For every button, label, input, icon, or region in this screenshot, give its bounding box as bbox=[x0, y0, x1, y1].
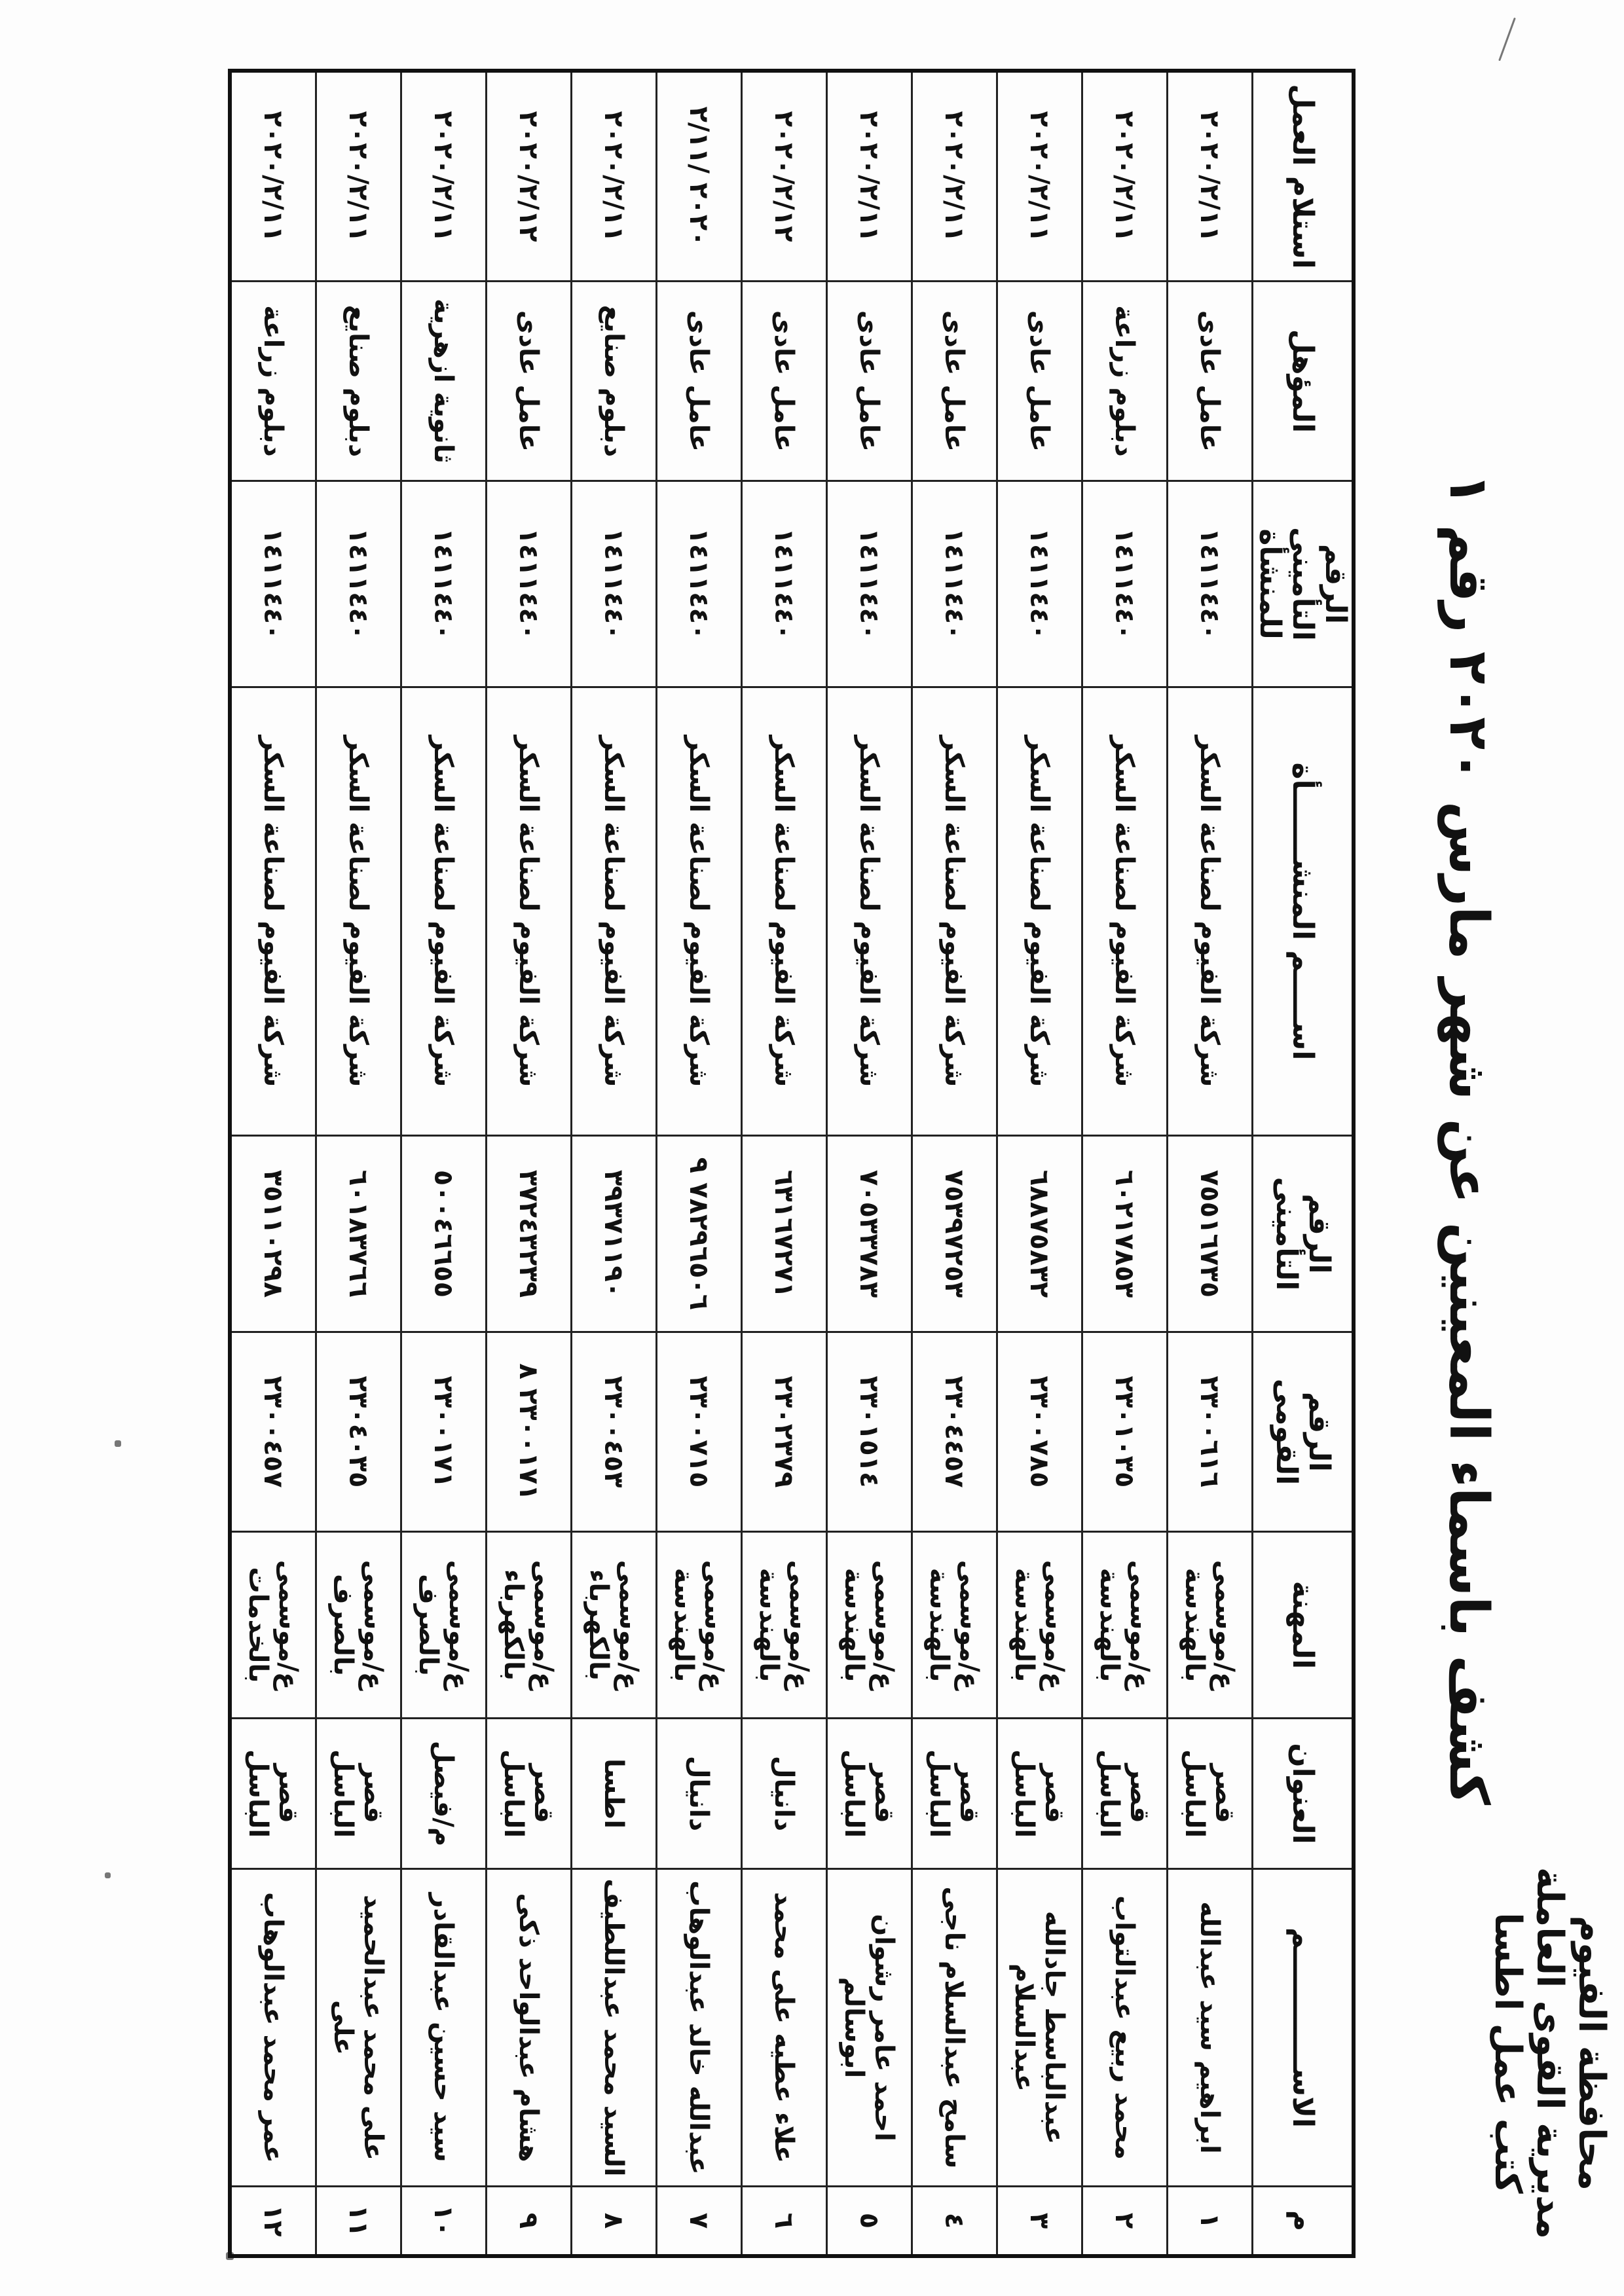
cell-col-name: سيد حسين عبدالقادر bbox=[401, 1869, 487, 2187]
cell-col-address: اطسا bbox=[572, 1719, 657, 1869]
cell-col-national-id: ٢٣٠٠٧٨٥ bbox=[997, 1332, 1082, 1532]
cell-col-job: ع/موسمى بالهندسة bbox=[827, 1532, 912, 1719]
header-col-establishment: اســـــم المنشـــــــأة bbox=[1253, 687, 1354, 1136]
cell-col-insurance-no: ٦٨٨٧٥٨٣٢ bbox=[997, 1136, 1082, 1332]
header-col-insurance-no: الرقم التأمينى bbox=[1253, 1136, 1354, 1332]
cell-col-job: ع/موسمى بالهندسة bbox=[912, 1532, 997, 1719]
cell-col-establishment-insurance: ١٤١١٤٤٠ bbox=[997, 481, 1082, 687]
cell-col-start-date: ٢٠٢٠/٢/١١ bbox=[572, 71, 657, 282]
cell-col-insurance-no: ٦٠١٨٣٧٦٦ bbox=[316, 1136, 401, 1332]
table-row bbox=[1082, 71, 1168, 2256]
cell-col-start-date: ٢٠٢٠/٢/١١ bbox=[401, 71, 487, 282]
cell-col-start-date: ٢٠٢٠/٢/١١ bbox=[1082, 71, 1168, 282]
cell-col-national-id: ٢٣٠٠١٧١ bbox=[401, 1332, 487, 1532]
cell-col-national-id: ٢٣٠٠٤٥٣ bbox=[572, 1332, 657, 1532]
cell-col-establishment: شركة الفيوم لصناعة السكر bbox=[997, 687, 1082, 1136]
cell-col-name: هشام عبدالواحد ذكى bbox=[487, 1869, 572, 2187]
cell-col-qualification: دبلوم صنايع bbox=[316, 282, 401, 481]
cell-col-job: ع/موسمى بالهندسة bbox=[997, 1532, 1082, 1719]
cell-col-job: ع/موسمى بالصرف bbox=[401, 1532, 487, 1719]
cell-col-insurance-no: ٣٥١١٠٢٩٨ bbox=[230, 1136, 316, 1332]
cell-col-job: ع/موسمى بالكهرباء bbox=[572, 1532, 657, 1719]
cell-col-insurance-no: ٧٨٢٩٦٥٠٦ ٩ bbox=[657, 1136, 742, 1332]
cell-col-start-date: ٢٠٢٠/٢/١١ bbox=[997, 71, 1082, 282]
cell-col-establishment-insurance: ١٤١١٤٤٠ bbox=[401, 481, 487, 687]
directorate-label: مديرية القوى العاملة bbox=[1528, 1867, 1571, 2239]
cell-col-start-date: ٢٠٢٠/٢/١١ bbox=[912, 71, 997, 282]
cell-col-name: على محمد عبدالحميد على bbox=[316, 1869, 401, 2187]
cell-col-index: ٩ bbox=[487, 2187, 572, 2257]
cell-col-index: ١٢ bbox=[230, 2187, 316, 2257]
cell-col-establishment-insurance: ١٤١١٤٤٠ bbox=[487, 481, 572, 687]
cell-col-qualification: عامل عادى bbox=[912, 282, 997, 481]
cell-col-address: قصر الباسل bbox=[997, 1719, 1082, 1869]
cell-col-establishment-insurance: ١٤١١٤٤٠ bbox=[912, 481, 997, 687]
cell-col-index: ١ bbox=[1168, 2187, 1253, 2257]
cell-col-start-date: ٢٠٢٠ /٢/١١ bbox=[657, 71, 742, 282]
cell-col-name: السيد محمد عبداللطيف bbox=[572, 1869, 657, 2187]
cell-col-name: محمد ربيع عبدالتواب bbox=[1082, 1869, 1168, 2187]
cell-col-start-date: ٢٠٢٠/٢/١١ bbox=[230, 71, 316, 282]
cell-col-index: ١٠ bbox=[401, 2187, 487, 2257]
cell-col-job: ع/موسمى بالصرف bbox=[316, 1532, 401, 1719]
cell-col-national-id: ٢٣٠٠١٧١ ٨ bbox=[487, 1332, 572, 1532]
header-col-start-date: استلام العمل bbox=[1253, 71, 1354, 282]
header-col-job: المهنة bbox=[1253, 1532, 1354, 1719]
cell-col-establishment: شركة الفيوم لصناعة السكر bbox=[742, 687, 827, 1136]
cell-col-address: دانيال bbox=[657, 1719, 742, 1869]
cell-col-qualification: دبلوم زراعة bbox=[230, 282, 316, 481]
cell-col-establishment-insurance: ١٤١١٤٤٠ bbox=[316, 481, 401, 687]
cell-col-insurance-no: ٦٠٢١٧٨٥٣ bbox=[1082, 1136, 1168, 1332]
header-col-address: العنوان bbox=[1253, 1719, 1354, 1869]
cell-col-name: احمد عامر رشوان ابوسالم bbox=[827, 1869, 912, 2187]
cell-col-insurance-no: ٣٧٢٤٣٢٣٩ bbox=[487, 1136, 572, 1332]
cell-col-start-date: ٢٠٢٠/٢/١٢ bbox=[742, 71, 827, 282]
cell-col-job: ع/موسمى بالهندسة bbox=[742, 1532, 827, 1719]
table-row bbox=[912, 71, 997, 2256]
cell-col-insurance-no: ٣٩٣٧١١٩٠ bbox=[572, 1136, 657, 1332]
cell-col-establishment: شركة الفيوم لصناعة السكر bbox=[912, 687, 997, 1136]
cell-col-address: م/فيصل bbox=[401, 1719, 487, 1869]
cell-col-index: ٥ bbox=[827, 2187, 912, 2257]
cell-col-establishment-insurance: ١٤١١٤٤٠ bbox=[742, 481, 827, 687]
table-row bbox=[742, 71, 827, 2256]
cell-col-national-id: ٢٣٠٤٠٣٥ bbox=[316, 1332, 401, 1532]
cell-col-index: ٤ bbox=[912, 2187, 997, 2257]
cell-col-name: عبدالباسط جادالله عبدالسلام bbox=[997, 1869, 1082, 2187]
cell-col-qualification: عامل عادى bbox=[827, 282, 912, 481]
table-row bbox=[827, 71, 912, 2256]
cell-col-national-id: ٢٣٠٢٣٧٩ bbox=[742, 1332, 827, 1532]
cell-col-index: ٣ bbox=[997, 2187, 1082, 2257]
cell-col-insurance-no: ٦٣١٦٧٢٧١ bbox=[742, 1136, 827, 1332]
table-row bbox=[572, 71, 657, 2256]
table-row bbox=[1168, 71, 1253, 2256]
cell-col-address: قصر الباسل bbox=[912, 1719, 997, 1869]
employees-table bbox=[228, 69, 1356, 2258]
cell-col-address: قصر الباسل bbox=[487, 1719, 572, 1869]
cell-col-qualification: عامل عادى bbox=[742, 282, 827, 481]
cell-col-job: ع/موسمى بالخدمات bbox=[230, 1532, 316, 1719]
cell-col-qualification: دبلوم صنايع bbox=[572, 282, 657, 481]
cell-col-establishment: شركة الفيوم لصناعة السكر bbox=[1168, 687, 1253, 1136]
table-body bbox=[230, 71, 1253, 2256]
cell-col-insurance-no: ٧٥٣٩٧٢٥٣ bbox=[912, 1136, 997, 1332]
cell-col-qualification: دبلوم زراعة bbox=[1082, 282, 1168, 481]
cell-col-establishment-insurance: ١٤١١٤٤٠ bbox=[230, 481, 316, 687]
table-row bbox=[230, 71, 316, 2256]
cell-col-name: ابراهيم سيد عبدالله bbox=[1168, 1869, 1253, 2187]
cell-col-index: ١١ bbox=[316, 2187, 401, 2257]
cell-col-establishment: شركة الفيوم لصناعة السكر bbox=[1082, 687, 1168, 1136]
cell-col-index: ٨ bbox=[572, 2187, 657, 2257]
letterhead bbox=[1486, 1867, 1612, 2239]
document-title: كشف باسماء المعينين عن شهر مارس ٢٠٢٠ رقم ١ bbox=[1437, 473, 1500, 1806]
cell-col-insurance-no: ٧٠٥٣٣٧٨٣ bbox=[827, 1136, 912, 1332]
cell-col-establishment: شركة الفيوم لصناعة السكر bbox=[487, 687, 572, 1136]
cell-col-establishment-insurance: ١٤١١٤٤٠ bbox=[1168, 481, 1253, 687]
cell-col-job: ع/موسمى بالهندسة bbox=[657, 1532, 742, 1719]
cell-col-address: قصر الباسل bbox=[1168, 1719, 1253, 1869]
cell-col-establishment-insurance: ١٤١١٤٤٠ bbox=[827, 481, 912, 687]
cell-col-start-date: ٢٠٢٠/٢/١١ bbox=[827, 71, 912, 282]
cell-col-establishment: شركة الفيوم لصناعة السكر bbox=[401, 687, 487, 1136]
cell-col-establishment: شركة الفيوم لصناعة السكر bbox=[316, 687, 401, 1136]
cell-col-address: قصر الباسل bbox=[230, 1719, 316, 1869]
cell-col-address: قصر الباسل bbox=[316, 1719, 401, 1869]
cell-col-address: دانيال bbox=[742, 1719, 827, 1869]
cell-col-index: ٦ bbox=[742, 2187, 827, 2257]
cell-col-establishment: شركة الفيوم لصناعة السكر bbox=[657, 687, 742, 1136]
table-row bbox=[997, 71, 1082, 2256]
cell-col-establishment: شركة الفيوم لصناعة السكر bbox=[572, 687, 657, 1136]
cell-col-insurance-no: ٧٥٥١٦٧٣٥ bbox=[1168, 1136, 1253, 1332]
header-col-name: الاســــــــــــم bbox=[1253, 1869, 1354, 2187]
cell-col-qualification: عامل عادى bbox=[487, 282, 572, 481]
cell-col-index: ٢ bbox=[1082, 2187, 1168, 2257]
office-label: كتب عمل اطسا bbox=[1486, 1912, 1529, 2194]
rotated-form bbox=[20, 10, 1617, 2269]
cell-col-address: قصر الباسل bbox=[1082, 1719, 1168, 1869]
cell-col-address: قصر الباسل bbox=[827, 1719, 912, 1869]
cell-col-insurance-no: ٥٠٠٤٦٦٥٥ bbox=[401, 1136, 487, 1332]
cell-col-establishment-insurance: ١٤١١٤٤٠ bbox=[657, 481, 742, 687]
table-header-row bbox=[1253, 71, 1354, 2256]
cell-col-name: عمر محمد عبدالوهاب bbox=[230, 1869, 316, 2187]
header-col-establishment-insurance: الرقم التأمينى للمنشأة bbox=[1253, 481, 1354, 687]
header-col-index: م bbox=[1253, 2187, 1354, 2257]
cell-col-job: ع/موسمى بالكهرباء bbox=[487, 1532, 572, 1719]
table-row bbox=[657, 71, 742, 2256]
table-row bbox=[316, 71, 401, 2256]
table-row bbox=[487, 71, 572, 2256]
cell-col-qualification: عامل عادى bbox=[657, 282, 742, 481]
cell-col-national-id: ٢٣٠٠٤٥٧ bbox=[230, 1332, 316, 1532]
cell-col-establishment-insurance: ١٤١١٤٤٠ bbox=[1082, 481, 1168, 687]
governorate-label: محافظة الفيوم bbox=[1570, 1915, 1613, 2191]
cell-col-name: سامح عبدالسلام ناجى bbox=[912, 1869, 997, 2187]
cell-col-name: عبدالله خالد عبدالوهاب bbox=[657, 1869, 742, 2187]
cell-col-qualification: ثانوية ازهرية bbox=[401, 282, 487, 481]
header-col-national-id: الرقم القومى bbox=[1253, 1332, 1354, 1532]
cell-col-start-date: ٢٠٢٠/٢/١١ bbox=[316, 71, 401, 282]
cell-col-start-date: ٢٠٢٠/٢/١٢ bbox=[487, 71, 572, 282]
cell-col-establishment: شركة الفيوم لصناعة السكر bbox=[827, 687, 912, 1136]
cell-col-index: ٧ bbox=[657, 2187, 742, 2257]
cell-col-name: علاء عطيه على محمد bbox=[742, 1869, 827, 2187]
cell-col-establishment-insurance: ١٤١١٤٤٠ bbox=[572, 481, 657, 687]
cell-col-national-id: ٢٣٠١٠٣٥ bbox=[1082, 1332, 1168, 1532]
table-row bbox=[401, 71, 487, 2256]
cell-col-qualification: عامل عادى bbox=[1168, 282, 1253, 481]
cell-col-start-date: ٢٠٢٠/٢/١١ bbox=[1168, 71, 1253, 282]
cell-col-job: ع/موسمى بالهندسة bbox=[1168, 1532, 1253, 1719]
cell-col-national-id: ٢٣٠٠٦١٦ bbox=[1168, 1332, 1253, 1532]
cell-col-establishment: شركة الفيوم لصناعة السكر bbox=[230, 687, 316, 1136]
header-col-qualification: المؤهل bbox=[1253, 282, 1354, 481]
cell-col-national-id: ٢٣٠٠٧١٥ bbox=[657, 1332, 742, 1532]
cell-col-job: ع/موسمى بالهندسة bbox=[1082, 1532, 1168, 1719]
cell-col-national-id: ٢٣٠٤٤٥٧ bbox=[912, 1332, 997, 1532]
cell-col-qualification: عامل عادى bbox=[997, 282, 1082, 481]
cell-col-national-id: ٢٣٠١٥١٤ bbox=[827, 1332, 912, 1532]
